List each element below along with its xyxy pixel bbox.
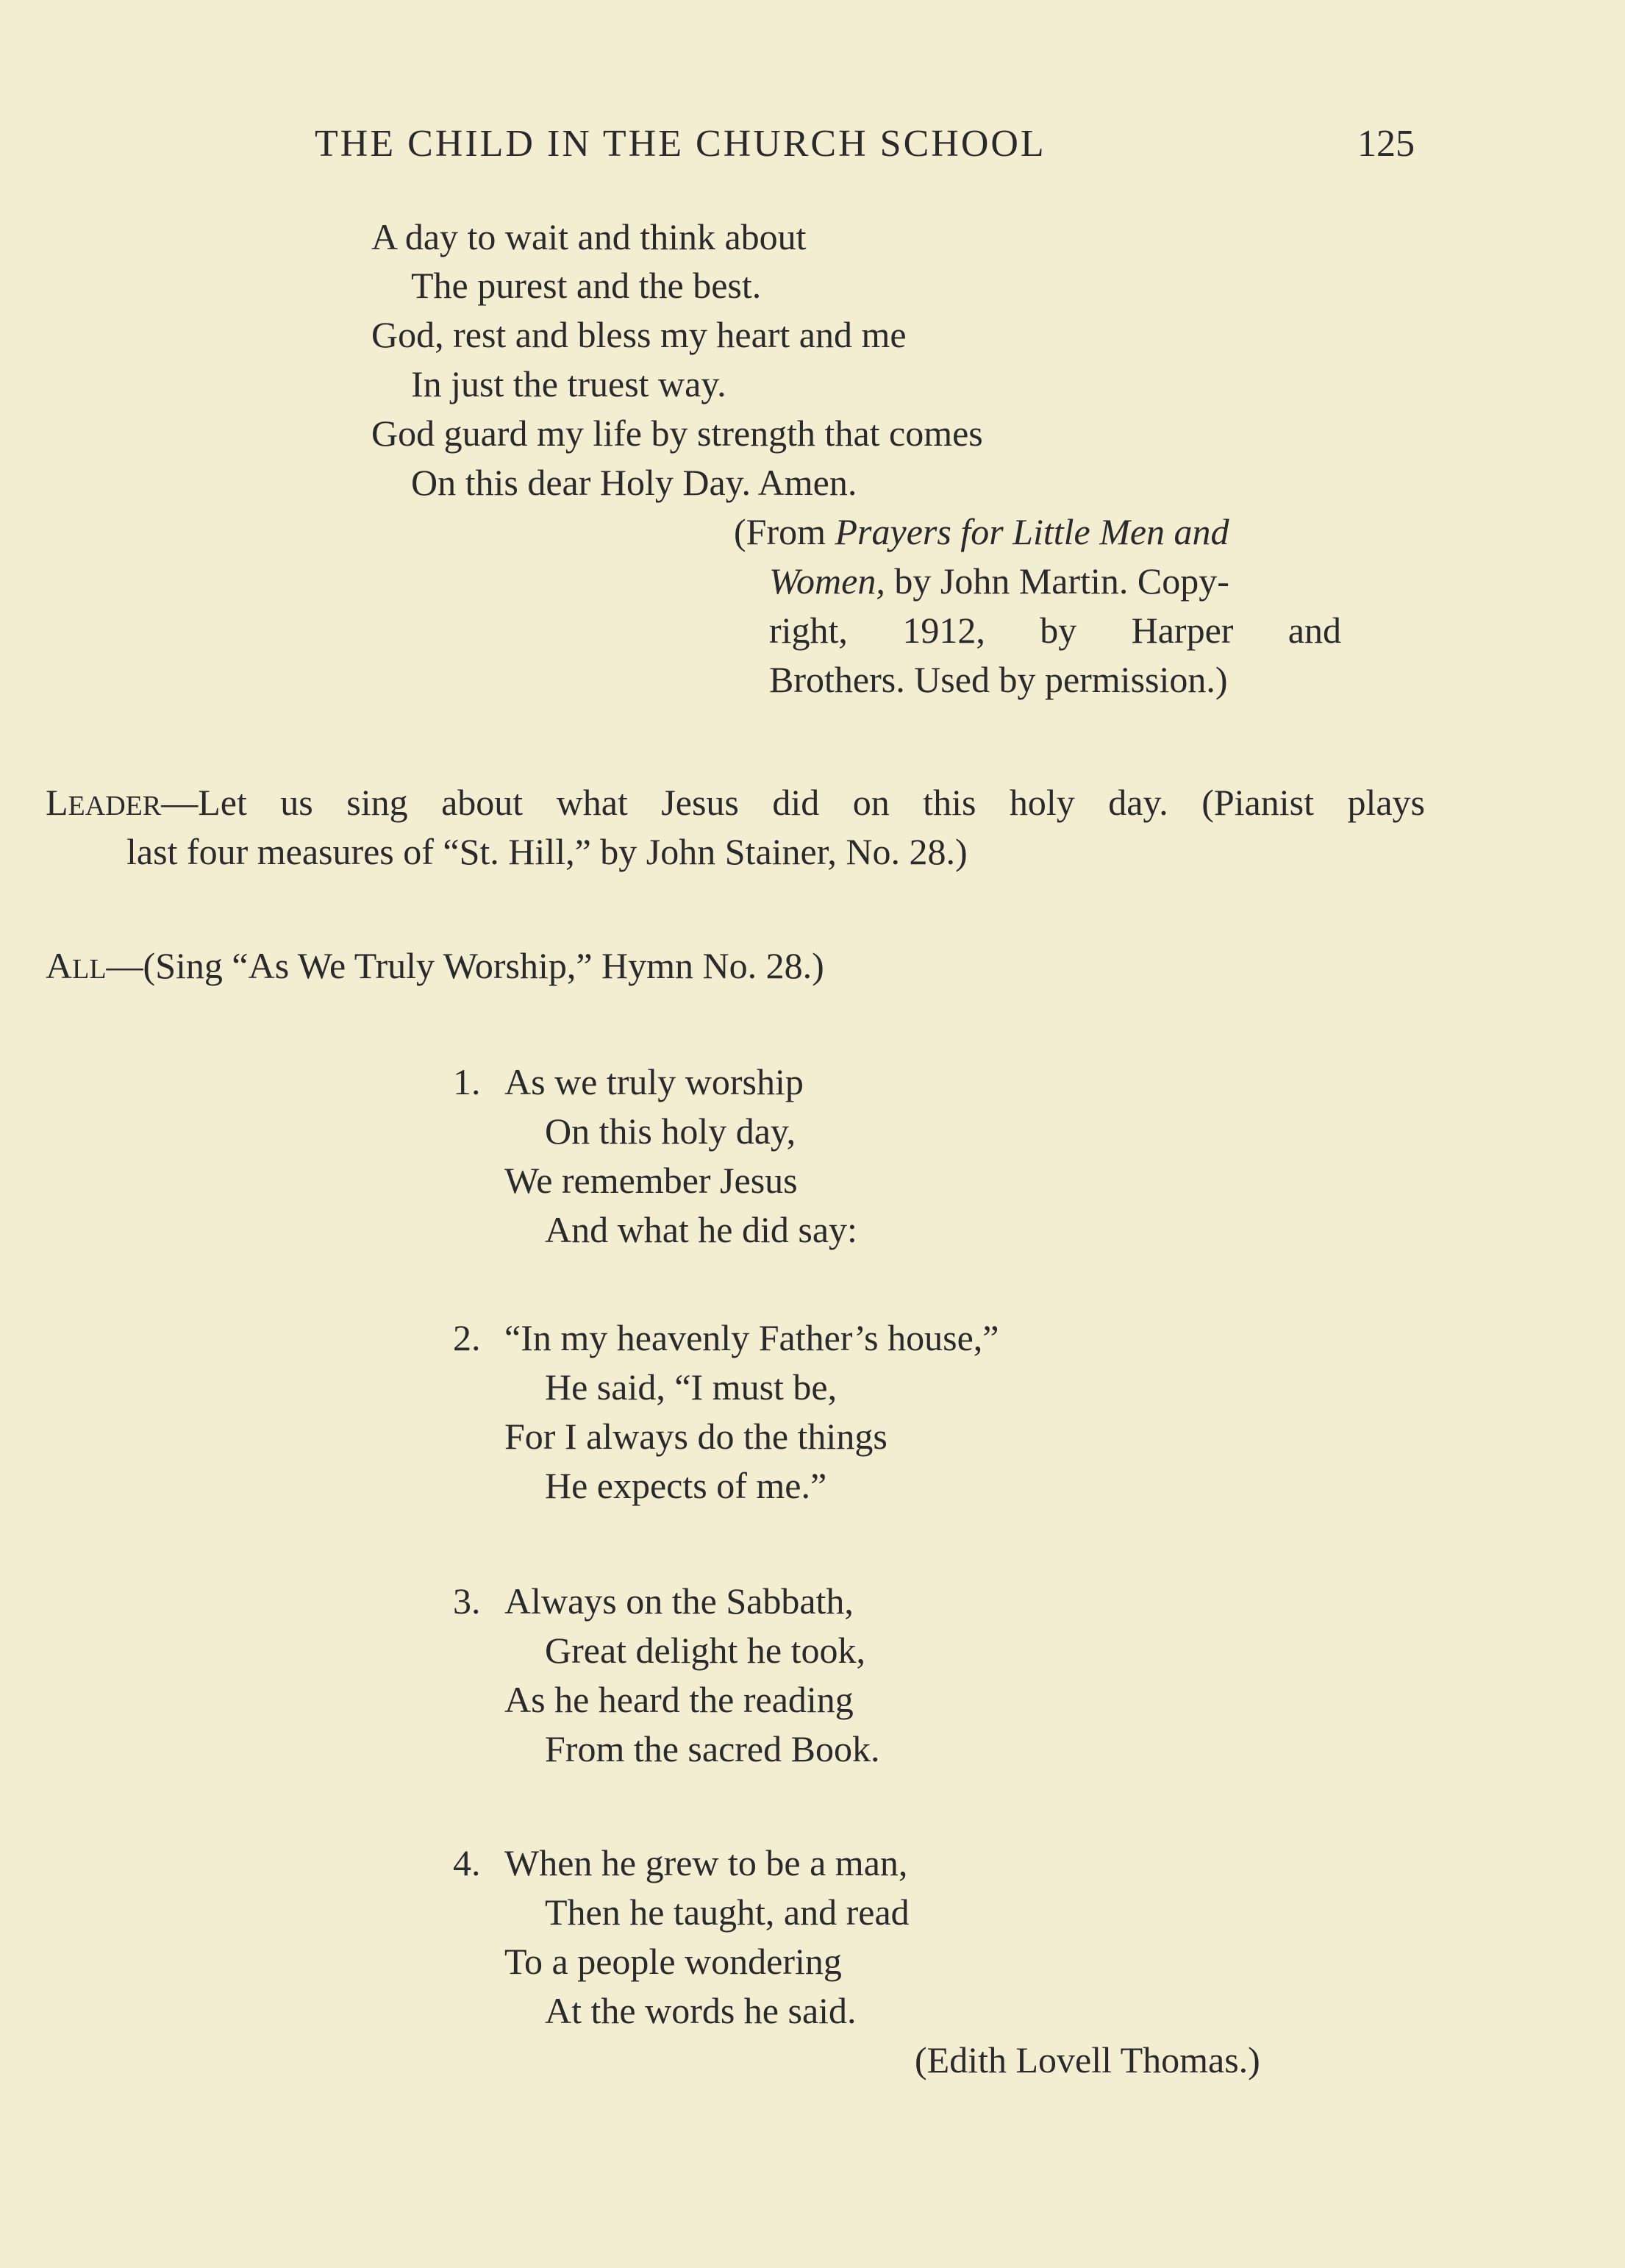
citation-book-title: Prayers for Little Men and [835, 511, 1229, 552]
all-paragraph [46, 947, 824, 984]
citation-line [734, 513, 1229, 550]
hymn-line: From the sacred Book. [545, 1728, 880, 1769]
prayer-line: The purest and the best. [411, 265, 762, 306]
hymn-attribution: (Edith Lovell Thomas.) [915, 2039, 1260, 2080]
hymn-line: Great delight he took, [545, 1630, 865, 1671]
prayer-line: God, rest and bless my heart and me [371, 314, 907, 355]
hymn-line: Always on the Sabbath, [504, 1580, 854, 1622]
speaker-label: A [46, 945, 73, 986]
hymn-line: “In my heavenly Father’s house,” [504, 1317, 999, 1358]
hymn-line: When he grew to be a man, [504, 1842, 908, 1883]
hymn-line: As he heard the reading [504, 1679, 854, 1720]
hymn-line: He said, “I must be, [545, 1366, 838, 1408]
speaker-label-rest: EADER [68, 791, 162, 821]
hymn-line: We remember Jesus [504, 1160, 798, 1201]
page-number: 125 [1357, 123, 1415, 165]
citation-line: Brothers. Used by permission.) [769, 659, 1228, 700]
hymn-line: On this holy day, [545, 1110, 796, 1152]
leader-paragraph [46, 784, 1425, 821]
leader-text: —Let us sing about what Jesus did on this holy day. (Pianist plays [161, 782, 1425, 823]
citation-book-title: Women, [769, 560, 885, 602]
hymn-line: To a people wondering [504, 1941, 842, 1982]
speaker-label: L [46, 782, 68, 823]
citation-line: right, 1912, by Harper and [769, 610, 1341, 651]
hymn-line: Then he taught, and read [545, 1891, 910, 1933]
citation-prefix: (From [734, 511, 835, 552]
running-head: THE CHILD IN THE CHURCH SCHOOL [315, 123, 1046, 165]
prayer-line: A day to wait and think about [371, 216, 807, 257]
prayer-line: In just the truest way. [411, 363, 726, 404]
verse-number: 3. [453, 1580, 481, 1622]
hymn-line: And what he did say: [545, 1209, 857, 1250]
hymn-line: As we truly worship [504, 1061, 804, 1102]
verse-number: 4. [453, 1842, 481, 1883]
prayer-line: On this dear Holy Day. Amen. [411, 462, 857, 503]
verse-number: 2. [453, 1317, 481, 1358]
hymn-line: At the words he said. [545, 1990, 857, 2031]
verse-number: 1. [453, 1061, 481, 1102]
hymn-line: He expects of me.” [545, 1465, 827, 1506]
prayer-line: God guard my life by strength that comes [371, 413, 983, 454]
all-text: —(Sing “As We Truly Worship,” Hymn No. 28.) [106, 945, 824, 986]
speaker-label-rest: LL [72, 954, 107, 985]
citation-line [769, 560, 1229, 602]
citation-author: by John Martin. Copy- [885, 560, 1229, 602]
hymn-line: For I always do the things [504, 1416, 888, 1457]
leader-line: last four measures of “St. Hill,” by John Stainer, No. 28.) [126, 831, 968, 872]
